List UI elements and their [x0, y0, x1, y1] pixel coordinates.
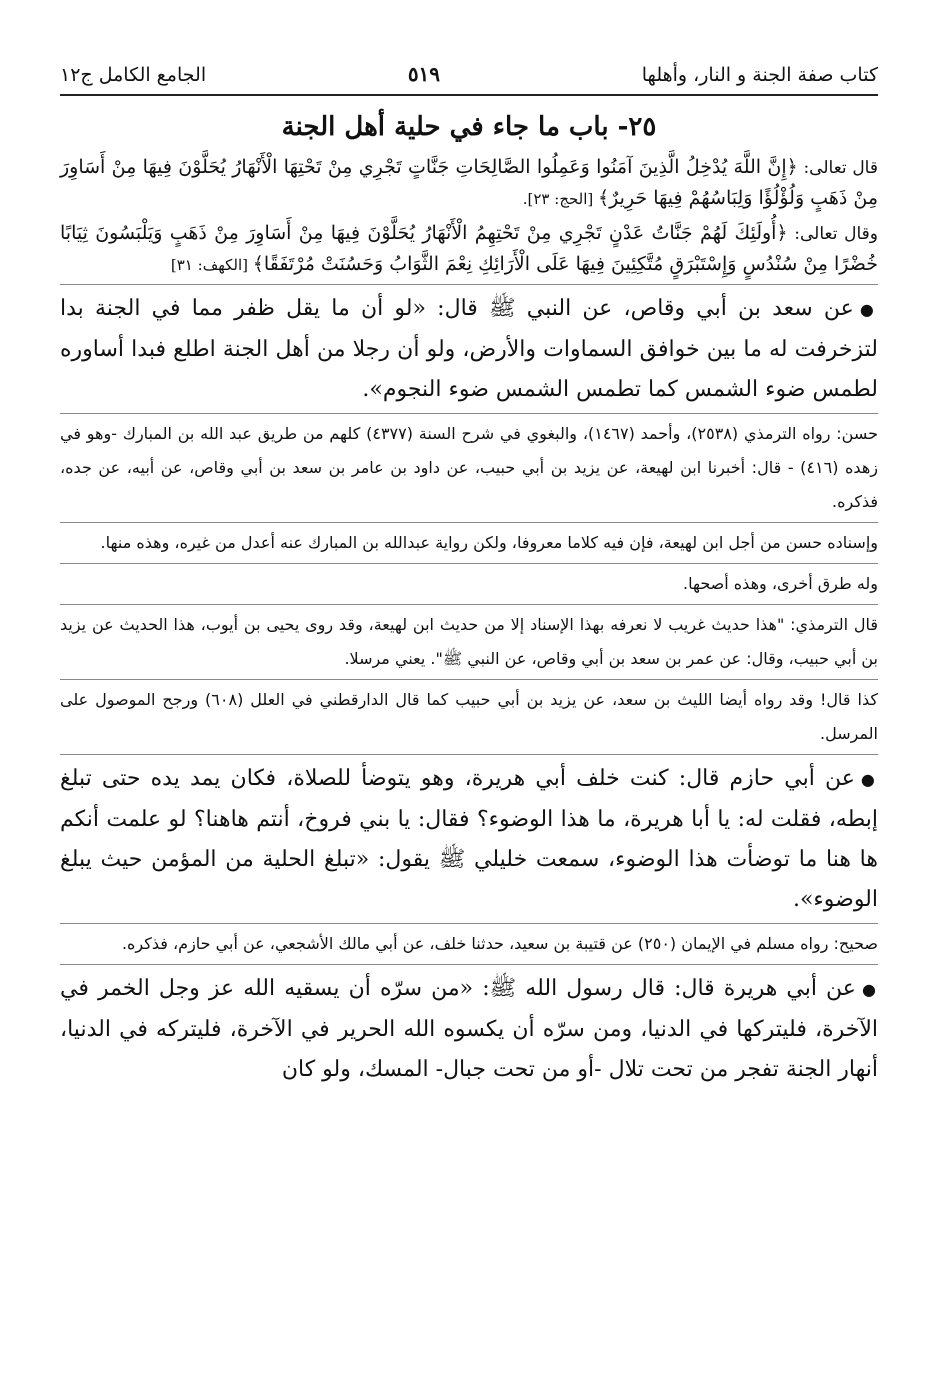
divider — [60, 964, 878, 965]
divider — [60, 284, 878, 285]
quran-verse-text: ﴿إِنَّ اللَّهَ يُدْخِلُ الَّذِينَ آمَنُوا وَعَمِلُوا الصَّالِحَاتِ جَنَّاتٍ تَجْرِي مِنْ تَحْتِهَا الْأَنْهَارُ يُحَلَّوْنَ فِيهَا مِنْ أَسَاوِرَ مِنْ ذَهَبٍ وَلُؤْلُؤًا وَلِبَاسُهُمْ فِيهَا حَرِيرٌ﴾ — [60, 156, 878, 209]
divider — [60, 604, 878, 605]
verse-intro: قال تعالى: — [797, 158, 878, 178]
takhrij-note: حسن: رواه الترمذي (٢٥٣٨)، وأحمد (١٤٦٧)، والبغوي في شرح السنة (٤٣٧٧) كلهم من طريق عبد الله بن المبارك -وهو في زهده (٤١٦) - قال: أخبرنا ابن لهيعة، عن يزيد بن أبي حبيب، عن داود بن عامر بن سعد بن أبي وقاص، عن أبيه، عن جده، فذكره. — [60, 424, 879, 511]
page-number: ٥١٩ — [407, 62, 441, 86]
divider — [60, 413, 878, 414]
quran-verse-block — [60, 218, 878, 280]
takhrij-note: قال الترمذي: "هذا حديث غريب لا نعرفه بهذا الإسناد إلا من حديث ابن لهيعة، وقد روى يحيى بن أيوب، هذا الحديث عن يزيد بن أبي حبيب، وقال: عن عمر بن سعد بن أبي وقاص، عن النبي ﷺ". يعني مرسلا. — [60, 615, 878, 668]
divider — [60, 563, 878, 564]
divider — [60, 679, 878, 680]
takhrij-note: كذا قال! وقد رواه أيضا الليث بن سعد، عن يزيد بن أبي حبيب كما قال الدارقطني في العلل (٦٠٨) ورجح الموصول على المرسل. — [60, 690, 878, 743]
header-left-title: الجامع الكامل ج١٢ — [60, 64, 207, 86]
divider — [60, 754, 878, 755]
header-right-title: كتاب صفة الجنة و النار، وأهلها — [641, 64, 878, 86]
verse-reference: [الحج: ٢٣]. — [522, 190, 599, 208]
hadith-paragraph: ●عن أبي حازم قال: كنت خلف أبي هريرة، وهو يتوضأ للصلاة، فكان يمد يده حتى تبلغ إبطه، فقلت له: يا أبا هريرة، ما هذا الوضوء؟ فقال: يا بني فروخ، أنتم هاهنا؟ لو علمت أنكم ها هنا ما توضأت هذا الوضوء، سمعت خليلي ﷺ يقول: «تبلغ الحلية من المؤمن حيث يبلغ الوضوء». — [60, 766, 878, 912]
bullet-icon: ● — [861, 980, 878, 999]
hadith-paragraph: ●عن أبي هريرة قال: قال رسول الله ﷺ: «من سرّه أن يسقيه الله عز وجل الخمر في الآخرة، فليتركها في الدنيا، ومن سرّه أن يكسوه الله الحرير في الآخرة، فليتركه في الدنيا، أنهار الجنة تفجر من تحت تلال -أو من تحت جبال- المسك، ولو كان — [60, 976, 878, 1082]
divider — [60, 923, 878, 924]
bullet-icon: ● — [860, 770, 878, 789]
quran-verse-block — [60, 152, 878, 214]
verse-intro: وقال تعالى: — [787, 224, 878, 244]
bullet-icon: ● — [859, 300, 878, 319]
verse-reference: [الكهف: ٣١] — [170, 256, 253, 274]
quran-verse-text: ﴿أُولَئِكَ لَهُمْ جَنَّاتُ عَدْنٍ تَجْرِي مِنْ تَحْتِهِمُ الْأَنْهَارُ يُحَلَّوْنَ فِيهَا مِنْ أَسَاوِرَ مِنْ ذَهَبٍ وَيَلْبَسُونَ ثِيَابًا خُضْرًا مِنْ سُنْدُسٍ وَإِسْتَبْرَقٍ مُتَّكِئِينَ فِيهَا عَلَى الْأَرَائِكِ نِعْمَ الثَّوَابُ وَحَسُنَتْ مُرْتَفَقًا﴾ — [60, 222, 878, 275]
chapter-title: ٢٥- باب ما جاء في حلية أهل الجنة — [281, 112, 657, 142]
running-header — [60, 62, 878, 96]
takhrij-note: وإسناده حسن من أجل ابن لهيعة، فإن فيه كلاما معروفا، ولكن رواية عبدالله بن المبارك عنه أعدل من غيره، وهذه منها. — [100, 533, 878, 552]
takhrij-note: صحيح: رواه مسلم في الإيمان (٢٥٠) عن قتيبة بن سعيد، حدثنا خلف، عن أبي مالك الأشجعي، عن أبي حازم، فذكره. — [121, 934, 878, 953]
divider — [60, 522, 878, 523]
hadith-paragraph: ●عن سعد بن أبي وقاص، عن النبي ﷺ قال: «لو أن ما يقل ظفر مما في الجنة بدا لتزخرفت له ما بين خوافق السماوات والأرض، ولو أن رجلا من أهل الجنة اطلع فبدا أساوره لطمس ضوء الشمس كما تطمس الشمس ضوء النجوم». — [60, 296, 878, 402]
takhrij-note: وله طرق أخرى، وهذه أصحها. — [683, 574, 878, 593]
